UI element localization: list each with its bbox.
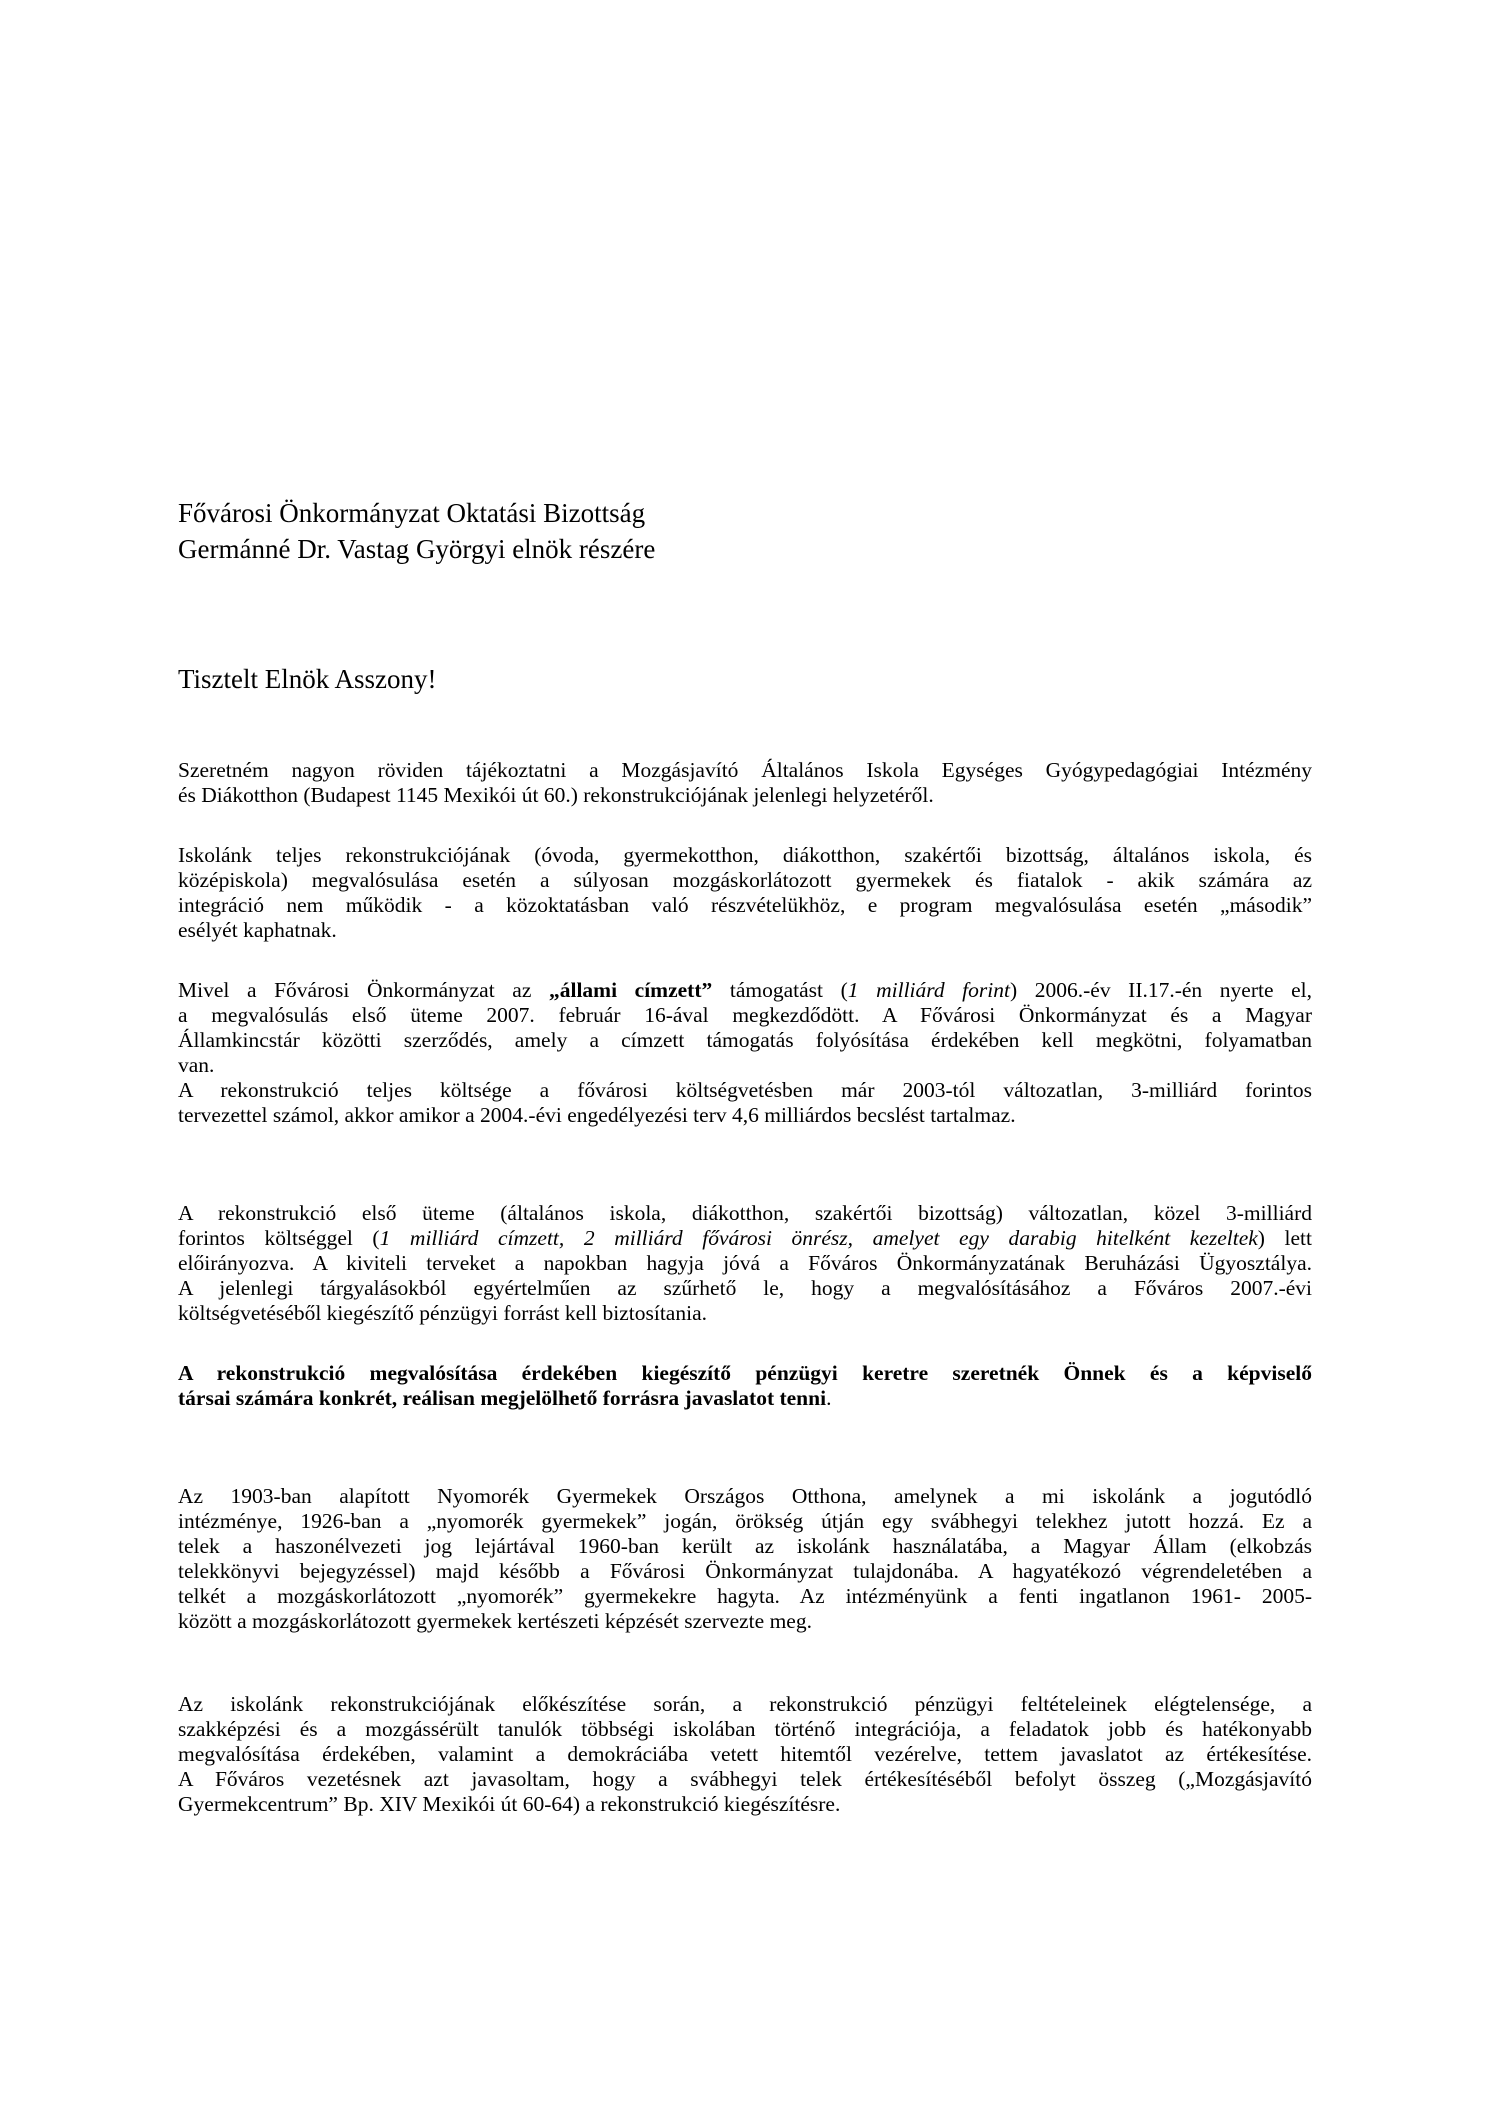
paragraph-6-line: között a mozgáskorlátozott gyermekek kertészeti képzését szervezte meg. <box>178 1609 812 1633</box>
paragraph-6-line: Az 1903-ban alapított Nyomorék Gyermekek Országos Otthona, amelynek a mi iskolánk a jogutódló <box>178 1484 1312 1508</box>
paragraph-2-line: esélyét kaphatnak. <box>178 918 337 942</box>
salutation: Tisztelt Elnök Asszony! <box>178 664 437 694</box>
funding-breakdown: 1 milliárd címzett, 2 milliárd fővárosi önrész, amelyet egy darabig hitelként kezeltek <box>379 1226 1258 1250</box>
paragraph-5-line: A rekonstrukció megvalósítása érdekében kiegészítő pénzügyi keretre szeretnék Önnek és a képviselő <box>178 1361 1312 1385</box>
paragraph-7-line: A Főváros vezetésnek azt javasoltam, hogy a svábhegyi telek értékesítéséből befolyt összeg („Mozgásjavító <box>178 1767 1312 1791</box>
paragraph-3-line: A rekonstrukció teljes költsége a fővárosi költségvetésben már 2003-tól változatlan, 3-milliárd forintos <box>178 1078 1312 1102</box>
paragraph-4-line: A rekonstrukció első üteme (általános iskola, diákotthon, szakértői bizottság) változatlan, közel 3-milliárd <box>178 1201 1312 1225</box>
paragraph-3-line: Mivel a Fővárosi Önkormányzat az „állami címzett” támogatást (1 milliárd forint) 2006.-év II.17.-én nyerte el, <box>178 978 1312 1002</box>
recipient-line-2: Germánné Dr. Vastag Györgyi elnök részére <box>178 534 656 564</box>
paragraph-2-line: Iskolánk teljes rekonstrukciójának (óvoda, gyermekotthon, diákotthon, szakértői bizottság, általános iskola, és <box>178 843 1312 867</box>
paragraph-1-line: és Diákotthon (Budapest 1145 Mexikói út 60.) rekonstrukciójának jelenlegi helyzetéről. <box>178 783 934 807</box>
paragraph-2-line: középiskola) megvalósulása esetén a súlyosan mozgáskorlátozott gyermekek és fiatalok - akik számára az <box>178 868 1312 892</box>
paragraph-6-line: telkét a mozgáskorlátozott „nyomorék” gyermekekre hagyta. Az intézményünk a fenti ingatlanon 1961- 2005- <box>178 1584 1312 1608</box>
paragraph-5-line: társai számára konkrét, reálisan megjelölhető forrásra javaslatot tenni. <box>178 1386 832 1410</box>
paragraph-4-line: forintos költséggel (1 milliárd címzett, 2 milliárd fővárosi önrész, amelyet egy darabig hitelként kezeltek) lett <box>178 1226 1313 1250</box>
paragraph-7-line: megvalósítása érdekében, valamint a demokráciába vetett hitemtől vezérelve, tettem javaslatot az értékesítése. <box>178 1742 1312 1766</box>
paragraph-1-line: Szeretném nagyon röviden tájékoztatni a Mozgásjavító Általános Iskola Egységes Gyógypedagógiai Intézmény <box>178 758 1312 782</box>
paragraph-6-line: intézménye, 1926-ban a „nyomorék gyermekek” jogán, örökség útján egy svábhegyi telekhez jutott hozzá. Ez a <box>178 1509 1312 1533</box>
state-funding-term: „állami címzett” <box>548 978 713 1002</box>
paragraph-4-line: előirányozva. A kiviteli terveket a napokban hagyja jóvá a Főváros Önkormányzatának Beruházási Ügyosztálya. <box>178 1251 1312 1275</box>
paragraph-6-line: telekkönyvi bejegyzéssel) majd később a Fővárosi Önkormányzat tulajdonába. A hagyatékozó végrendeletében a <box>178 1559 1312 1583</box>
paragraph-4-line: költségvetéséből kiegészítő pénzügyi forrást kell biztosítania. <box>178 1301 707 1325</box>
paragraph-3-line: tervezettel számol, akkor amikor a 2004.-évi engedélyezési terv 4,6 milliárdos becslést tartalmaz. <box>178 1103 1016 1127</box>
paragraph-2-line: integráció nem működik - a közoktatásban való részvételükhöz, e program megvalósulása esetén „második” <box>178 893 1312 917</box>
paragraph-7-line: Az iskolánk rekonstrukciójának előkészítése során, a rekonstrukció pénzügyi feltételeinek elégtelensége, a <box>178 1692 1312 1716</box>
paragraph-6-line: telek a haszonélvezeti jog lejártával 1960-ban került az iskolánk használatába, a Magyar Állam (elkobzás <box>178 1534 1312 1558</box>
paragraph-3-line: van. <box>178 1053 215 1077</box>
paragraph-7-line: szakképzési és a mozgássérült tanulók többségi iskolában történő integrációja, a feladatok jobb és hatékonyabb <box>178 1717 1312 1741</box>
paragraph-3-line: Államkincstár közötti szerződés, amely a címzett támogatás folyósítása érdekében kell megkötni, folyamatban <box>178 1028 1312 1052</box>
recipient-line-1: Fővárosi Önkormányzat Oktatási Bizottság <box>178 498 646 528</box>
funding-amount: 1 milliárd forint <box>847 978 1010 1002</box>
paragraph-4-line: A jelenlegi tárgyalásokból egyértelműen az szűrhető le, hogy a megvalósításához a Főváros 2007.-évi <box>178 1276 1312 1300</box>
paragraph-7-line: Gyermekcentrum” Bp. XIV Mexikói út 60-64) a rekonstrukció kiegészítésre. <box>178 1792 841 1816</box>
paragraph-3-line: a megvalósulás első üteme 2007. február 16-ával megkezdődött. A Fővárosi Önkormányzat és a Magyar <box>178 1003 1312 1027</box>
